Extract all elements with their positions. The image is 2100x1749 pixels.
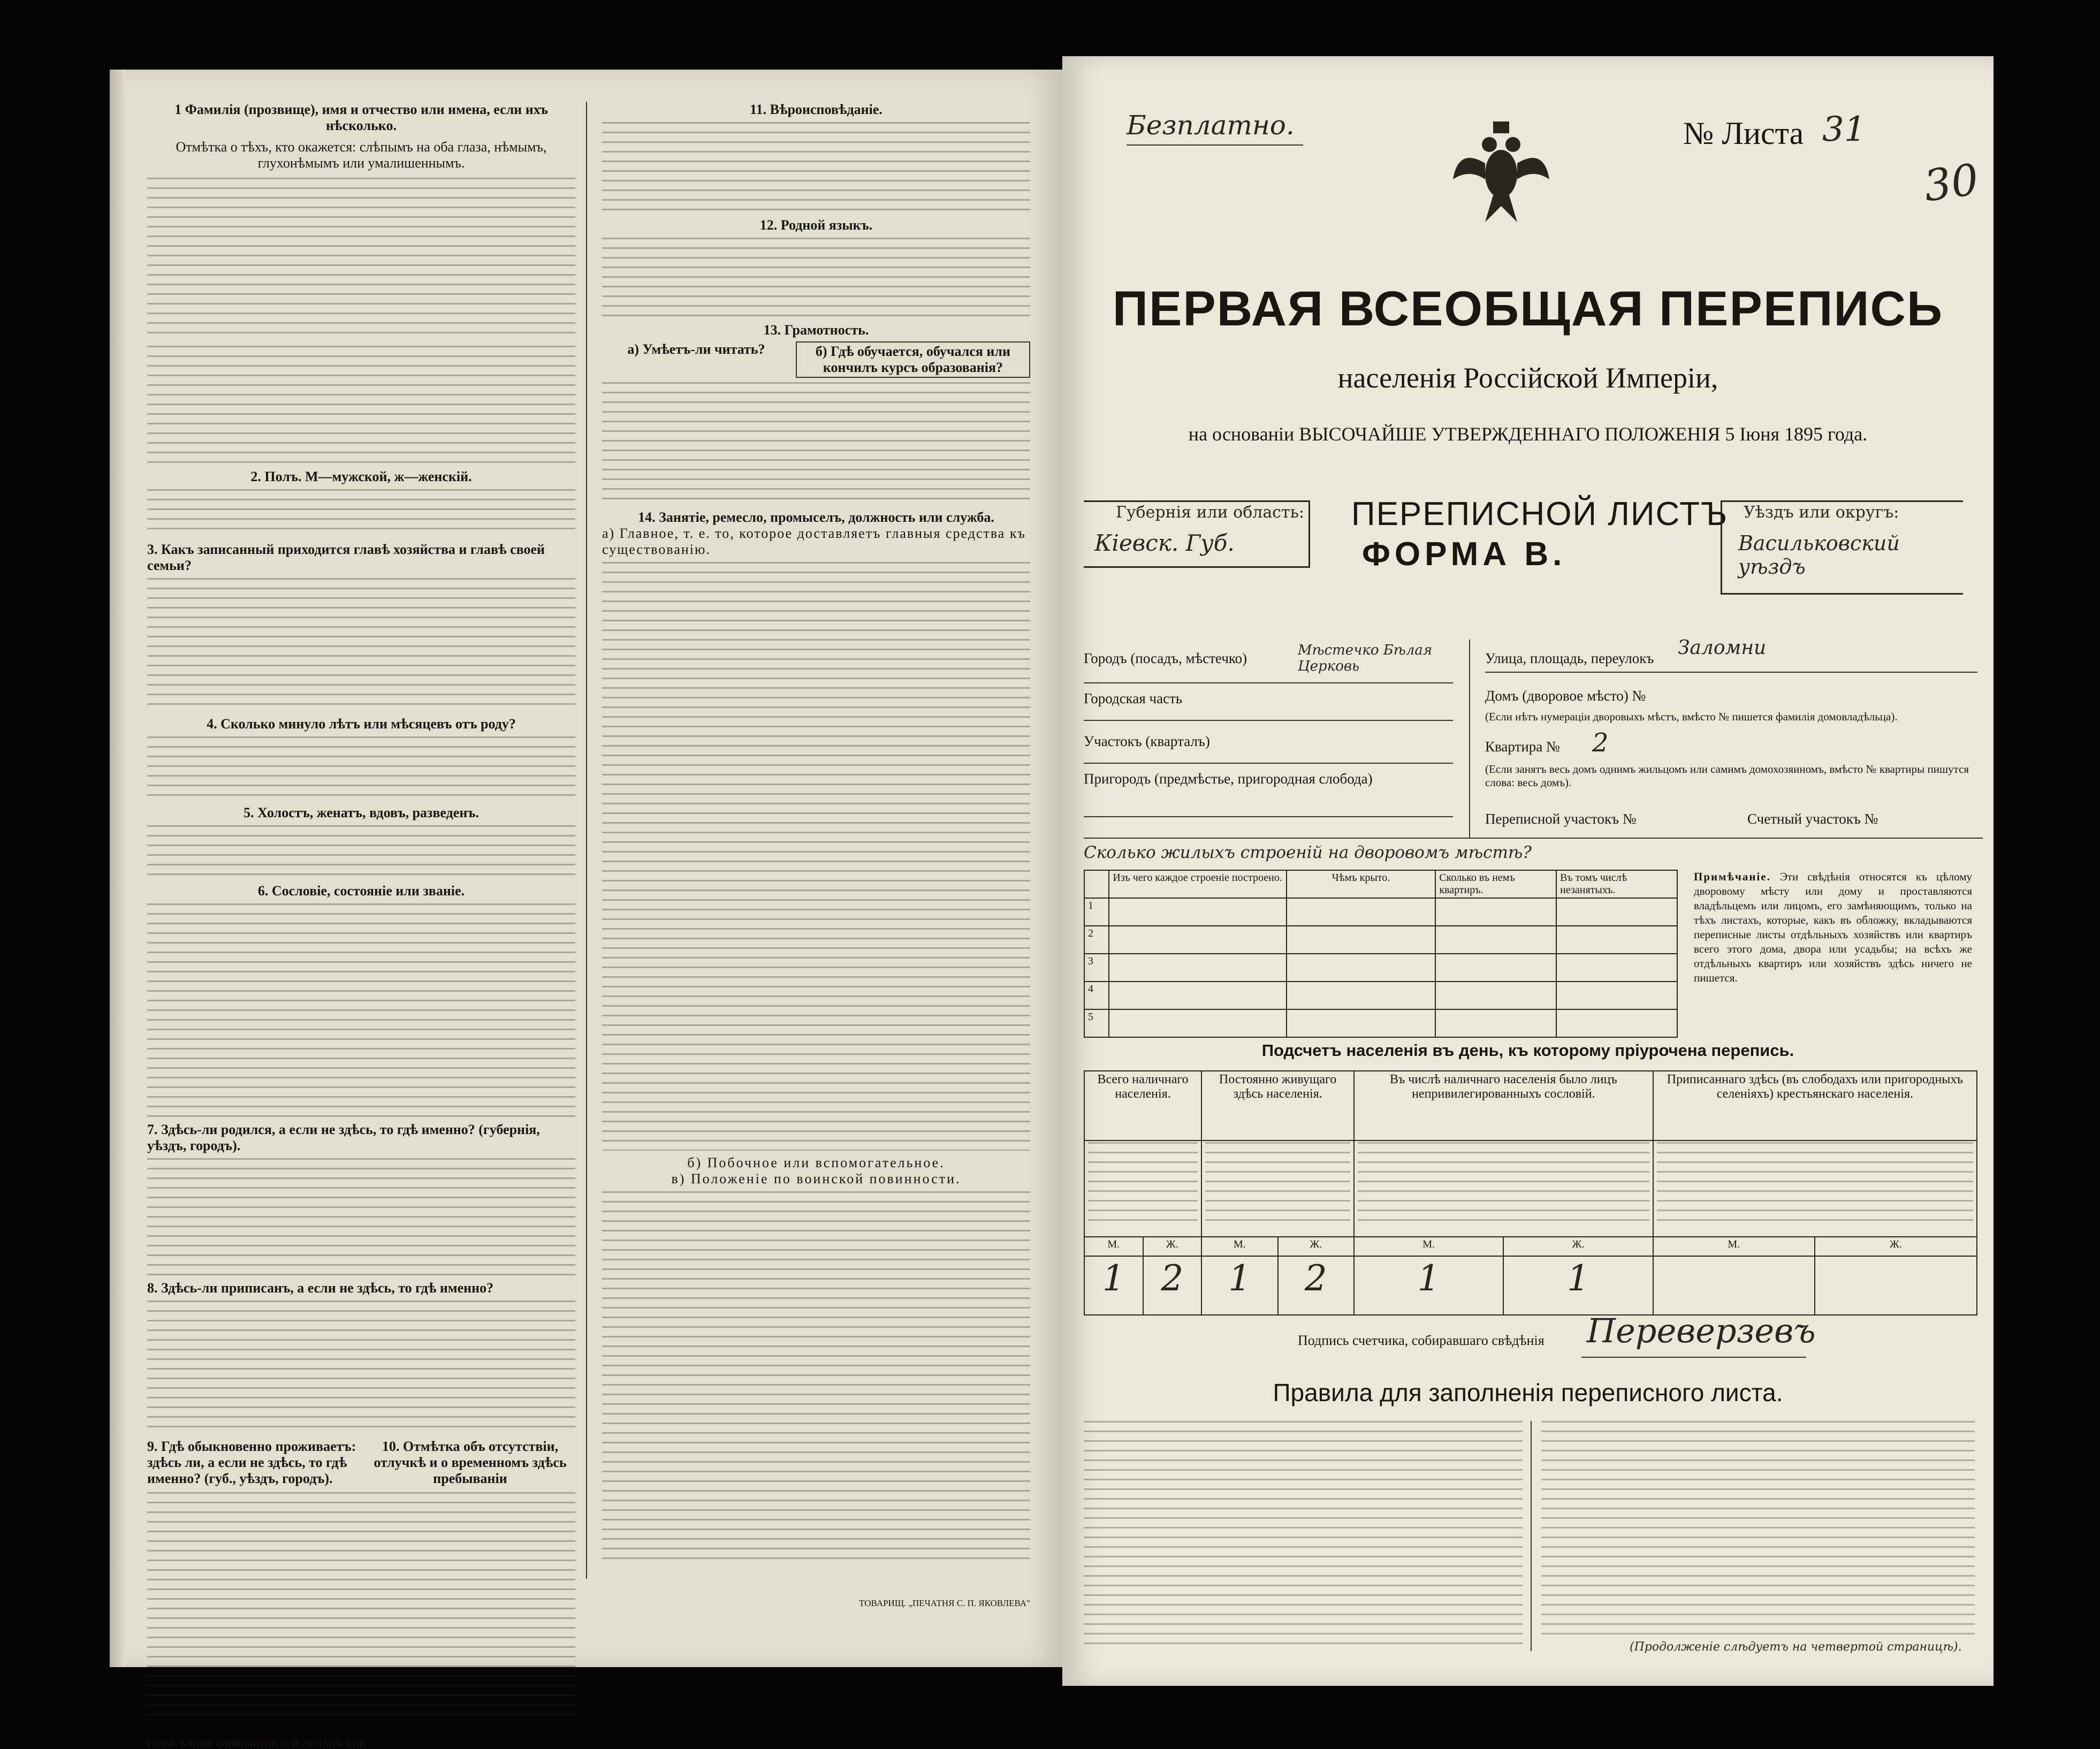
row-number: 1 bbox=[1084, 898, 1109, 926]
col-header: Въ томъ числѣ незанятыхъ. bbox=[1556, 870, 1677, 898]
note-text: Эти свѣдѣнія относятся къ цѣлому дворовому мѣсту или дому и проставляются владѣльцемъ или лицомъ, его замѣняющимъ, только на тѣхъ листахъ, которые, какъ въ обложку, вкладываются переписные листы отдѣльныхъ хозяйствъ или квартиръ всего этого дома, двора или усадьбы; на всѣхъ же отдѣльныхъ квартиръ или хозяйствъ здѣсь ничего не пишется. bbox=[1694, 870, 1972, 984]
prigorod-label: Пригородъ (предмѣстье, пригородная слобода) bbox=[1084, 771, 1373, 787]
count-header: Постоянно живущаго здѣсь населенія. bbox=[1201, 1071, 1354, 1140]
row-number: 4 bbox=[1084, 982, 1109, 1009]
count-header: Приписаннаго здѣсь (въ слободахъ или пригородныхъ селеніяхъ) крестьянскаго населенія. bbox=[1653, 1071, 1977, 1140]
note bbox=[1694, 870, 1972, 985]
sex-label: Ж. bbox=[1503, 1237, 1653, 1256]
subtitle: населенія Россійской Имперіи, bbox=[1337, 362, 1718, 394]
form-title: ПЕРЕПИСНОЙ ЛИСТЪ bbox=[1351, 496, 1729, 533]
sex-label: М. bbox=[1354, 1237, 1503, 1256]
signature-line bbox=[1581, 1357, 1806, 1358]
sex-label: Ж. bbox=[1815, 1237, 1977, 1256]
page-title: ПЕРВАЯ ВСЕОБЩАЯ ПЕРЕПИСЬ bbox=[1112, 282, 1944, 336]
literacy-subsections bbox=[602, 341, 1030, 378]
section-title: б) Побочное или вспомогательное. bbox=[687, 1155, 945, 1170]
column-2 bbox=[602, 102, 1030, 1611]
section-title: 8. Здѣсь-ли приписанъ, а если не здѣсь, то гдѣ именно? bbox=[147, 1280, 494, 1296]
section-title: Отмѣтка о тѣхъ, кто окажется: слѣпымъ на оба глаза, нѣмымъ, глухонѣмымъ или умалишеннымъ. bbox=[176, 139, 547, 171]
section-title: 2. Полъ. М—мужской, ж—женскій. bbox=[250, 469, 472, 484]
section-title: 6. Сословіе, состояніе или званіе. bbox=[257, 883, 465, 899]
sex-label: Ж. bbox=[1143, 1237, 1202, 1256]
uezd-label: Уѣздъ или округъ: bbox=[1744, 503, 1899, 522]
section-title: 7. Здѣсь-ли родился, а если не здѣсь, то гдѣ именно? (губернія, уѣздъ, городъ). bbox=[147, 1122, 540, 1153]
guberniya-value: Кіевск. Губ. bbox=[1094, 530, 1235, 556]
sheet-number-label: № Листа bbox=[1683, 116, 1804, 151]
section-title: 14. Занятіе, ремесло, промыселъ, должность или служба. bbox=[638, 510, 994, 525]
section-title: 10. Отмѣтка объ отсутствіи, отлучкѣ и о временномъ здѣсь пребываніи bbox=[374, 1439, 567, 1486]
margin-number: 30 bbox=[1921, 154, 1982, 211]
schetny-uchastok-label: Счетный участокъ № bbox=[1747, 811, 1878, 827]
underline bbox=[1084, 720, 1453, 721]
body-text bbox=[147, 346, 575, 463]
body-text bbox=[147, 736, 575, 801]
free-label: Безплатно. bbox=[1127, 110, 1295, 141]
guberniya-box bbox=[1084, 500, 1310, 568]
col-header: Чѣмъ крыто. bbox=[1287, 870, 1436, 898]
sex-label: М. bbox=[1201, 1237, 1277, 1256]
continued-note: (Продолженіе слѣдуетъ на четвертой страницѣ). bbox=[1630, 1640, 1962, 1654]
ulitsa-value: Заломни bbox=[1678, 637, 1767, 659]
section-title: 5. Холостъ, женатъ, вдовъ, разведенъ. bbox=[244, 805, 479, 820]
underline bbox=[1127, 145, 1303, 146]
ulitsa-label: Улица, площадь, переулокъ bbox=[1485, 650, 1654, 666]
imperial-eagle-icon bbox=[1448, 115, 1555, 227]
body-text bbox=[147, 1301, 575, 1434]
body-text bbox=[147, 903, 575, 1117]
count-value bbox=[1815, 1256, 1977, 1315]
body-text bbox=[147, 178, 575, 338]
section-title: 12. Родной языкъ. bbox=[759, 217, 873, 233]
body-text bbox=[602, 382, 1030, 505]
signature-label: Подпись счетчика, собиравшаго свѣдѣнія bbox=[1298, 1333, 1544, 1348]
section-title: а) Умѣетъ-ли читать? bbox=[627, 341, 765, 357]
right-page bbox=[1062, 56, 1994, 1686]
count-value: 1 bbox=[1201, 1256, 1277, 1315]
body-text bbox=[147, 1492, 575, 1722]
sex-label: Ж. bbox=[1278, 1237, 1354, 1256]
uchastok-label: Участокъ (кварталъ) bbox=[1084, 733, 1210, 749]
page-edge bbox=[110, 70, 126, 1667]
col-header: Сколько въ немъ квартиръ. bbox=[1435, 870, 1556, 898]
left-page bbox=[110, 70, 1062, 1748]
section-title: в) Положеніе по воинской повинности. bbox=[671, 1171, 961, 1187]
section-title: 11. Вѣроисповѣданіе. bbox=[750, 102, 882, 117]
rules-text-col-2 bbox=[1541, 1421, 1975, 1635]
separator bbox=[1084, 838, 1983, 839]
count-value: 1 bbox=[1084, 1256, 1143, 1315]
note-title: Примѣчаніе. bbox=[1694, 870, 1771, 883]
body-text bbox=[147, 825, 575, 879]
body-text bbox=[602, 562, 1030, 1151]
section-title: 9. Гдѣ обыкновенно проживаетъ: здѣсь ли, а если не здѣсь, то гдѣ именно? (губ., уѣздъ, городъ). bbox=[147, 1439, 356, 1486]
buildings-table bbox=[1084, 870, 1678, 1038]
underline bbox=[1084, 763, 1453, 764]
underline bbox=[1084, 682, 1453, 683]
column-divider bbox=[586, 102, 587, 1579]
underline bbox=[1485, 672, 1977, 673]
buildings-question: Сколько жилыхъ строеній на дворовомъ мѣстѣ? bbox=[1084, 843, 1532, 862]
sheet-number: 31 bbox=[1822, 110, 1866, 149]
body-text bbox=[147, 1158, 575, 1276]
kvartira-note: (Если занятъ весь домъ однимъ жильцомъ или самимъ домохозяиномъ, вмѣсто № квартиры пишутся слова: весь домъ). bbox=[1485, 763, 1969, 789]
rules-divider bbox=[1531, 1421, 1532, 1651]
dom-note: (Если нѣтъ нумераціи дворовыхъ мѣстъ, вмѣсто № пишется фамилія домовладѣльца). bbox=[1485, 710, 1898, 723]
row-number: 2 bbox=[1084, 926, 1109, 954]
printer-note: ГАЛЬВ. КЛИШЕ СЛОВОЛИТНИ О. И. ЛЕМАНЪ, СПБ. bbox=[147, 1738, 367, 1748]
uezd-value: Васильковский уѣздъ bbox=[1738, 531, 1900, 579]
signature-value: Переверзевъ bbox=[1587, 1311, 1816, 1350]
rules-text-col-1 bbox=[1084, 1421, 1523, 1646]
dom-label: Домъ (дворовое мѣсто) № bbox=[1485, 688, 1646, 704]
printer-note: ТОВАРИЩ. „ПЕЧАТНЯ С. П. ЯКОВЛЕВА" bbox=[859, 1598, 1030, 1608]
count-value: 2 bbox=[1143, 1256, 1202, 1315]
section-title: 4. Сколько минуло лѣтъ или мѣсяцевъ отъ роду? bbox=[207, 716, 516, 732]
column-1 bbox=[147, 102, 575, 1748]
row-number: 3 bbox=[1084, 954, 1109, 982]
uezd-box bbox=[1721, 500, 1963, 595]
body-text bbox=[602, 238, 1030, 318]
section-title: а) Главное, т. е. то, которое доставляетъ главныя средства къ существованію. bbox=[602, 526, 1026, 557]
count-value: 1 bbox=[1503, 1256, 1653, 1315]
perepisnoy-uchastok-label: Переписной участокъ № bbox=[1485, 811, 1637, 827]
underline bbox=[1084, 816, 1453, 817]
legal-basis: на основаніи ВЫСОЧАЙШЕ УТВЕРЖДЕННАГО ПОЛОЖЕНІЯ 5 Іюня 1895 года. bbox=[1188, 423, 1868, 445]
count-header: Всего наличнаго населенія. bbox=[1084, 1071, 1201, 1140]
section-title: б) Гдѣ обучается, обучался или кончилъ курсъ образованія? bbox=[796, 341, 1030, 378]
body-text bbox=[147, 489, 575, 537]
gorod-value: Мѣстечко Бѣлая Церковь bbox=[1298, 642, 1433, 674]
address-divider bbox=[1469, 640, 1470, 838]
sex-label: М. bbox=[1084, 1237, 1143, 1256]
row-number: 5 bbox=[1084, 1009, 1109, 1037]
body-text bbox=[602, 122, 1030, 213]
section-title: 1 Фамилія (прозвище), имя и отчество или имена, если ихъ нѣсколько. bbox=[174, 102, 548, 133]
count-title: Подсчетъ населенія въ день, къ которому пріурочена перепись. bbox=[1261, 1041, 1794, 1060]
count-value bbox=[1653, 1256, 1815, 1315]
guberniya-label: Губернія или область: bbox=[1116, 503, 1305, 522]
kvartira-value: 2 bbox=[1592, 728, 1609, 758]
gorod-label: Городъ (посадъ, мѣстечко) bbox=[1084, 650, 1247, 666]
form-letter: ФОРМА В. bbox=[1362, 536, 1566, 573]
kvartira-label: Квартира № bbox=[1485, 739, 1560, 755]
count-table bbox=[1084, 1070, 1977, 1315]
count-value: 1 bbox=[1354, 1256, 1503, 1315]
rules-title: Правила для заполненія переписного листа. bbox=[1273, 1379, 1783, 1406]
section-title: 3. Какъ записанный приходится главѣ хозяйства и главѣ своей семьи? bbox=[147, 542, 545, 573]
body-text bbox=[602, 1191, 1030, 1566]
gorodskaya-chast-label: Городская часть bbox=[1084, 690, 1183, 706]
col-header: Изъ чего каждое строеніе построено. bbox=[1109, 870, 1286, 898]
sex-label: М. bbox=[1653, 1237, 1815, 1256]
body-text bbox=[147, 578, 575, 712]
section-title: 13. Грамотность. bbox=[763, 322, 869, 338]
count-header: Въ числѣ наличнаго населенія было лицъ непривилегированныхъ сословій. bbox=[1354, 1071, 1653, 1140]
sections-9-10 bbox=[147, 1439, 575, 1487]
count-value: 2 bbox=[1278, 1256, 1354, 1315]
